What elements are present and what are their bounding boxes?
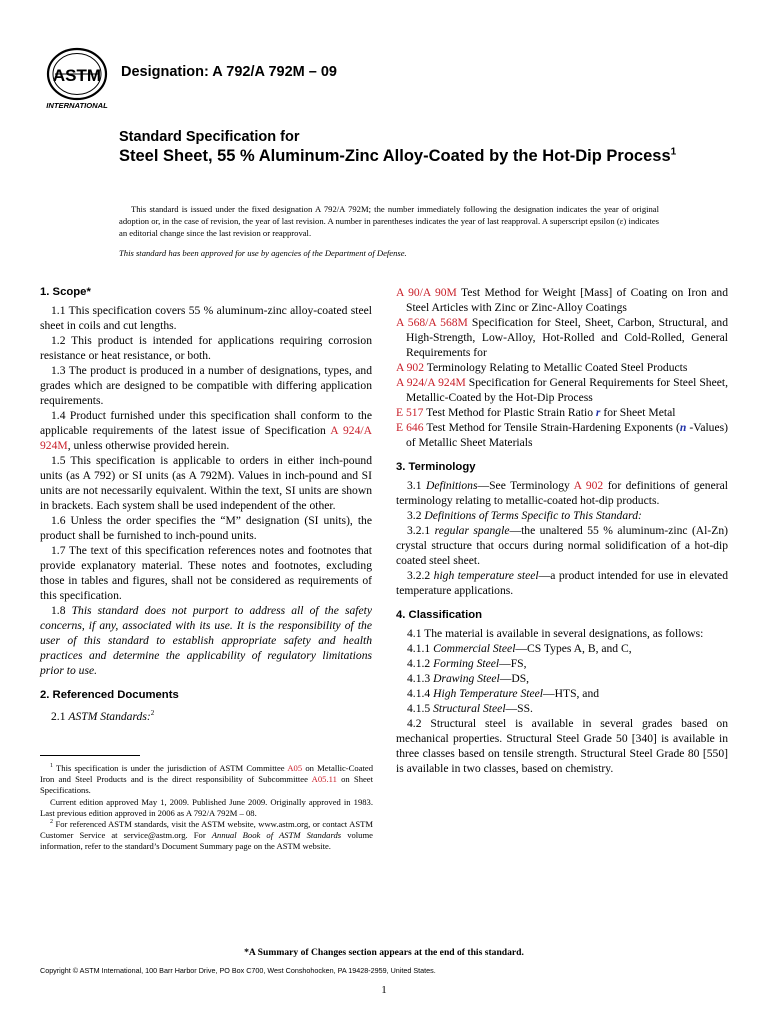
- issuance-notice: This standard is issued under the fixed designation A 792/A 792M; the number immediately following the designation indicates the year of original adoption or, in the case of revision, the year of last revision. A number in parentheses indicates the year of last reapproval. A superscript epsilon (ε) indicates an editorial change since the last revision or reapproval.: [119, 204, 659, 238]
- logo-tagline: INTERNATIONAL: [46, 101, 108, 110]
- classification-number: 4.1.5: [407, 702, 434, 715]
- paragraph-3-2-1: [396, 523, 728, 568]
- standard-code-link[interactable]: A 90/A 90M: [396, 286, 457, 299]
- link-a902[interactable]: A 902: [573, 479, 604, 492]
- footnote-2-mark: 2: [50, 819, 53, 826]
- paragraph-2-1: [40, 706, 372, 724]
- standard-title: Test Method for Tensile Strain-Hardening Exponents (: [423, 421, 680, 434]
- standard-title: Terminology Relating to Metallic Coated Steel Products: [424, 361, 688, 374]
- symbol-r: r: [595, 406, 601, 419]
- paragraph-1-1: 1.1 This specification covers 55 % aluminum-zinc alloy-coated steel sheet in coils and cut lengths.: [40, 304, 372, 332]
- link-a05[interactable]: A05: [287, 763, 303, 773]
- paragraph-1-4-text: 1.4 Product furnished under this specification shall conform to the applicable requirements of the latest issue of Specification: [40, 409, 372, 437]
- footnote-1: [40, 763, 373, 797]
- classification-term: Structural Steel: [433, 702, 506, 715]
- footnote-2-text-2: volume information, refer to the standard’s Document Summary page on the ASTM website.: [40, 830, 373, 852]
- paragraph-1-8-number: 1.8: [51, 604, 72, 617]
- standard-code-link[interactable]: E 646: [396, 421, 424, 434]
- paragraph-3-2-2-text: —a product intended for use in elevated temperature applications.: [396, 569, 728, 597]
- referenced-standard-item: [396, 285, 728, 315]
- section-heading-terminology: 3. Terminology: [396, 461, 476, 473]
- classification-text: —DS,: [499, 672, 530, 685]
- classification-item: [396, 656, 728, 671]
- paragraph-3-2-number: 3.2: [407, 509, 425, 522]
- classification-list: [396, 641, 728, 716]
- title-block: [119, 127, 679, 166]
- classification-text: —HTS, and: [543, 687, 600, 700]
- footnote-mark-2: 2: [150, 709, 155, 717]
- paragraph-4-2: 4.2 Structural steel is available in several grades based on mechanical properties. Structural Steel Grade 50 [340] is available in three classes based on tensile strength. Structural Steel Grade 80 [550] is available in two classes, based on chemistry.: [396, 717, 728, 775]
- classification-number: 4.1.1: [407, 642, 434, 655]
- classification-term: High Temperature Steel: [433, 687, 544, 700]
- paragraph-3-2-1-number: 3.2.1: [407, 524, 435, 537]
- referenced-standard-item: [396, 420, 728, 450]
- classification-term: Drawing Steel: [433, 672, 500, 685]
- footnote-1-text: This specification is under the jurisdiction of ASTM Committee: [53, 763, 288, 773]
- paragraph-1-5: 1.5 This specification is applicable to orders in either inch-pound units (as A 792) or SI units (as A 792M). Values in inch-pound and SI units are not necessarily equivalent. Within the text, SI units are shown in brackets. Each system shall be used independent of the other.: [40, 454, 372, 512]
- title-main: [119, 147, 679, 166]
- paragraph-3-2-2-number: 3.2.2: [407, 569, 434, 582]
- paragraph-1-4-tail: , unless otherwise provided herein.: [67, 439, 230, 452]
- footnote-2-text: For referenced ASTM standards, visit the ASTM website, www.astm.org, or contact ASTM Customer Service at service@astm.org. For: [40, 819, 373, 841]
- paragraph-1-4: [40, 408, 372, 453]
- classification-item: [396, 686, 728, 701]
- paragraph-3-2: [396, 508, 728, 523]
- standard-code-link[interactable]: A 568/A 568M: [396, 316, 468, 329]
- standard-title: Specification for Steel, Sheet, Carbon, Structural, and High-Strength, Low-Alloy, Hot-Rolled and Cold-Rolled, General Requirements for: [406, 316, 728, 359]
- term-regular-spangle: regular spangle: [434, 524, 510, 537]
- classification-number: 4.1.4: [407, 687, 434, 700]
- designation: Designation: A 792/A 792M – 09: [121, 64, 337, 80]
- referenced-standard-item: [396, 375, 728, 405]
- paragraph-1-3: 1.3 The product is produced in a number of designations, types, and grades which are designed to be compatible with differing application requirements.: [40, 364, 372, 407]
- paragraph-3-2-1-text: —the unaltered 55 % aluminum-zinc (Al-Zn) crystal structure that occurs during normal solidification of a hot-dip coated steel sheet.: [396, 524, 729, 567]
- standard-code-link[interactable]: A 924/A 924M: [396, 376, 466, 389]
- classification-term: Commercial Steel: [433, 642, 516, 655]
- standard-title-tail: for Sheet Metal: [600, 406, 676, 419]
- dod-approval-notice: This standard has been approved for use by agencies of the Department of Defense.: [119, 248, 407, 258]
- summary-of-changes-note: *A Summary of Changes section appears at the end of this standard.: [244, 947, 524, 958]
- paragraph-3-2-text: Definitions of Terms Specific to This Standard:: [424, 509, 642, 522]
- section-heading-referenced-documents: 2. Referenced Documents: [40, 689, 179, 701]
- classification-text: —CS Types A, B, and C,: [515, 642, 632, 655]
- classification-item: [396, 701, 728, 716]
- referenced-standard-item: [396, 405, 728, 420]
- paragraph-3-1: [396, 478, 728, 508]
- standard-title: Test Method for Plastic Strain Ratio: [423, 406, 596, 419]
- classification-number: 4.1.3: [407, 672, 434, 685]
- astm-logo-icon: [40, 47, 115, 111]
- link-a05-11[interactable]: A05.11: [311, 774, 337, 785]
- standard-code-link[interactable]: A 902: [396, 361, 425, 374]
- term-high-temperature-steel: high temperature steel: [433, 569, 539, 582]
- footnote-1-mark: 1: [50, 763, 53, 770]
- link-a924[interactable]: A 924/A 924M: [40, 424, 372, 452]
- paragraph-1-7: 1.7 The text of this specification references notes and footnotes that provide explanatory material. These notes and footnotes, excluding those in tables and figures, shall not be considered as requirements of this specification.: [40, 544, 372, 602]
- title-footnote-mark: 1: [670, 146, 677, 158]
- classification-item: [396, 671, 728, 686]
- paragraph-1-2: 1.2 This product is intended for applications requiring corrosion resistance or heat resistance, or both.: [40, 334, 372, 362]
- footnotes: [40, 763, 373, 853]
- footnote-rule: [40, 755, 140, 756]
- section-heading-classification: 4. Classification: [396, 609, 483, 621]
- footnote-edition: Current edition approved May 1, 2009. Published June 2009. Originally approved in 1983. Last previous edition approved in 2006 as A 792/A 792M – 08.: [40, 796, 373, 818]
- paragraph-2-1-text: ASTM Standards:: [68, 709, 151, 723]
- title-prefix: Standard Specification for: [119, 129, 300, 145]
- paragraph-3-1-tail: for definitions of general terminology relating to metallic-coated hot-dip products.: [396, 479, 728, 507]
- paragraph-1-8-text: This standard does not purport to address all of the safety concerns, if any, associated with its use. It is the responsibility of the user of this standard to establish appropriate safety and health practices and determine the applicability of regulatory limitations prior to use.: [40, 604, 372, 677]
- footnote-1-text-2: on Metallic-Coated Iron and Steel Products and is the direct responsibility of Subcommittee: [40, 763, 374, 785]
- section-heading-scope: 1. Scope*: [40, 286, 91, 298]
- paragraph-3-1-text: —See Terminology: [477, 479, 574, 492]
- logo-wordmark: ASTM: [52, 66, 102, 85]
- referenced-standard-item: [396, 315, 728, 360]
- copyright-notice: Copyright © ASTM International, 100 Barr Harbor Drive, PO Box C700, West Conshohocken, PA 19428-2959, United States.: [40, 966, 436, 975]
- left-column: [40, 285, 372, 724]
- term-definitions: Definitions: [425, 479, 478, 492]
- standard-title: Specification for General Requirements for Steel Sheet, Metallic-Coated by the Hot-Dip Process: [406, 376, 728, 404]
- paragraph-4-1: 4.1 The material is available in several designations, as follows:: [407, 627, 704, 640]
- standard-code-link[interactable]: E 517: [396, 406, 424, 419]
- classification-term: Forming Steel: [433, 657, 500, 670]
- title-text: Steel Sheet, 55 % Aluminum-Zinc Alloy-Coated by the Hot-Dip Process: [119, 147, 671, 165]
- paragraph-3-2-2: [396, 568, 728, 598]
- classification-text: —FS,: [499, 657, 527, 670]
- referenced-standard-item: [396, 360, 728, 375]
- page-number: 1: [381, 984, 387, 996]
- footnote-1-text-3: on Sheet Specifications.: [40, 774, 374, 796]
- paragraph-2-1-number: 2.1: [51, 709, 69, 723]
- classification-text: —SS.: [505, 702, 533, 715]
- paragraph-1-6: 1.6 Unless the order specifies the “M” designation (SI units), the product shall be furnished to inch-pound units.: [40, 514, 372, 542]
- referenced-standards-list: [396, 285, 728, 450]
- paragraph-3-1-number: 3.1: [407, 479, 426, 492]
- footnote-2: [40, 819, 373, 853]
- footnote-2-italic: Annual Book of ASTM Standards: [211, 830, 342, 841]
- classification-number: 4.1.2: [407, 657, 434, 670]
- standard-title-tail: -Values) of Metallic Sheet Materials: [406, 421, 728, 449]
- paragraph-1-8: [40, 603, 372, 678]
- standard-title: Test Method for Weight [Mass] of Coating on Iron and Steel Articles with Zinc or Zinc-Alloy Coatings: [406, 286, 729, 314]
- right-column: [396, 285, 728, 776]
- symbol-n: n: [679, 421, 687, 434]
- classification-item: [396, 641, 728, 656]
